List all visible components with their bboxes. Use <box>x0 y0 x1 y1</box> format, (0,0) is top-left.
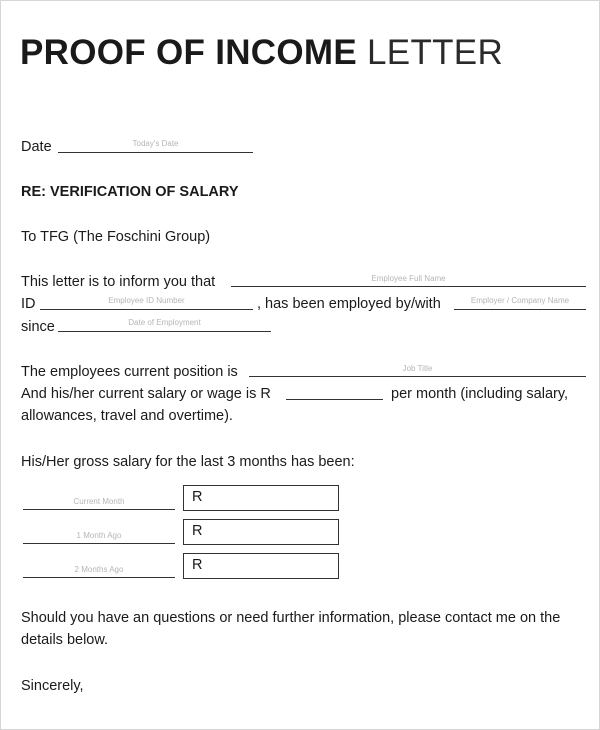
employment-date-hint: Date of Employment <box>128 318 201 327</box>
gross-heading: His/Her gross salary for the last 3 months has been: <box>21 454 355 470</box>
two-months-ago-field[interactable] <box>23 576 175 578</box>
date-field[interactable] <box>58 151 253 153</box>
employer-field[interactable] <box>454 308 586 310</box>
current-month-hint: Current Month <box>73 497 125 506</box>
one-month-ago-amount[interactable]: R <box>183 519 339 545</box>
two-months-ago-amount[interactable]: R <box>183 553 339 579</box>
employee-name-field[interactable] <box>231 285 586 287</box>
salary-text: And his/her current salary or wage is R <box>21 386 271 402</box>
title-bold: PROOF OF INCOME <box>20 33 357 72</box>
position-text: The employees current position is <box>21 364 238 380</box>
job-title-field[interactable] <box>249 375 586 377</box>
allowances-text: allowances, travel and overtime). <box>21 408 233 424</box>
page-title <box>20 31 503 75</box>
closing-line-1: Should you have an questions or need further information, please contact me on the <box>21 610 561 626</box>
employee-id-field[interactable] <box>40 308 253 310</box>
sincerely: Sincerely, <box>21 678 84 694</box>
date-label: Date <box>21 139 52 155</box>
inform-text: This letter is to inform you that <box>21 274 216 290</box>
re-line: RE: VERIFICATION OF SALARY <box>21 184 239 200</box>
one-month-ago-field[interactable] <box>23 542 175 544</box>
closing-line-2: details below. <box>21 632 109 648</box>
date-hint: Today's Date <box>132 139 179 148</box>
job-title-hint: Job Title <box>402 364 433 373</box>
one-month-ago-hint: 1 Month Ago <box>76 531 122 540</box>
two-months-ago-hint: 2 Months Ago <box>74 565 124 574</box>
current-month-field[interactable] <box>23 508 175 510</box>
to-line: To TFG (The Foschini Group) <box>21 229 211 245</box>
employed-text: , has been employed by/with <box>257 296 441 312</box>
salary-field[interactable] <box>286 398 383 400</box>
per-month-text: per month (including salary, <box>391 386 569 402</box>
employment-date-field[interactable] <box>58 330 271 332</box>
employee-name-hint: Employee Full Name <box>371 274 446 283</box>
since-label: since <box>21 319 55 335</box>
employee-id-hint: Employee ID Number <box>108 296 185 305</box>
title-light: LETTER <box>367 33 504 72</box>
current-month-amount[interactable]: R <box>183 485 339 511</box>
id-label: ID <box>21 296 36 312</box>
employer-hint: Employer / Company Name <box>470 296 570 305</box>
